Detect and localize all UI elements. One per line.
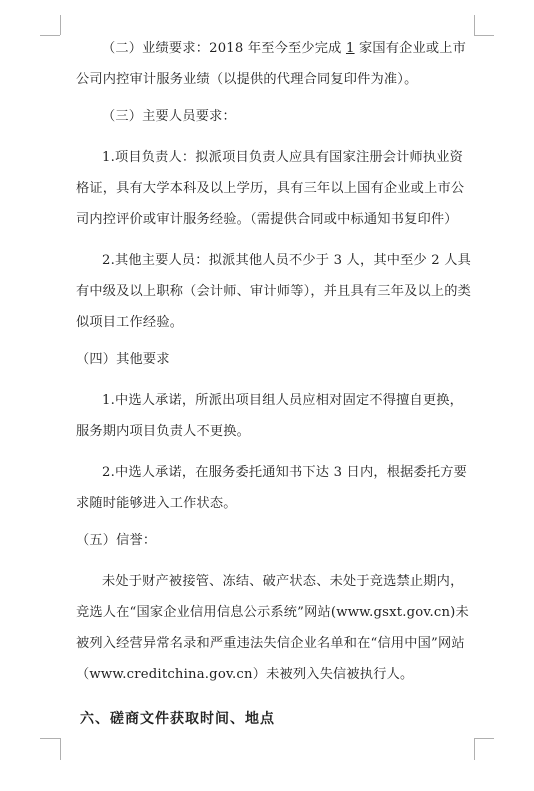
performance-count-underlined: 1 — [345, 41, 355, 56]
crop-mark-top-left — [40, 35, 60, 36]
paragraph-reputation-heading: （五）信誉： — [76, 533, 157, 548]
paragraph-reputation: 未处于财产被接管、冻结、破产状态、未处于竞选禁止期内，竞选人在“国家企业信用信息公示系统”网站(www.gsxt.gov.cn)未被列入经营异常名录和严重违法失信企业名单和在“信用中国”网站（www.creditchina.gov.cn）未被列入失信被执行人。 — [76, 574, 469, 682]
crop-mark-top-right — [474, 35, 494, 36]
crop-mark-top-left — [60, 15, 61, 35]
crop-mark-bottom-right — [474, 738, 494, 739]
crop-mark-bottom-left — [40, 738, 60, 739]
paragraph-other-personnel: 2.其他主要人员：拟派其他人员不少于 3 人，其中至少 2 人具有中级及以上职称（会计师、审计师等），并且具有三年及以上的类似项目工作经验。 — [76, 253, 472, 330]
paragraph-personnel-heading: （三）主要人员要求： — [102, 109, 236, 124]
crop-mark-bottom-right — [474, 738, 475, 760]
crop-mark-top-right — [474, 15, 475, 35]
paragraph-performance-requirement — [76, 33, 472, 95]
paragraph-commitment-1: 1.中选人承诺，所派出项目组人员应相对固定不得擅自更换，服务期内项目负责人不更换。 — [76, 393, 464, 439]
performance-text-before: （二）业绩要求：2018 年至今至少完成 — [102, 41, 346, 56]
paragraph-project-leader: 1.项目负责人：拟派项目负责人应具有国家注册会计师执业资格证，具有大学本科及以上学历，具有三年以上国有企业或上市公司内控评价或审计服务经验。（需提供合同或中标通知书复印件） — [76, 150, 465, 227]
performance-text-after: 家国有企业或上市公司内控审计服务业绩（以提供的代理合同复印件为准）。 — [76, 41, 467, 87]
document-body — [76, 33, 472, 690]
crop-mark-bottom-left — [60, 738, 61, 760]
paragraph-other-requirements-heading: （四）其他要求 — [76, 352, 170, 367]
paragraph-commitment-2: 2.中选人承诺，在服务委托通知书下达 3 日内，根据委托方要求随时能够进入工作状态。 — [76, 465, 468, 511]
section-heading: 六、磋商文件获取时间、地点 — [80, 711, 275, 727]
